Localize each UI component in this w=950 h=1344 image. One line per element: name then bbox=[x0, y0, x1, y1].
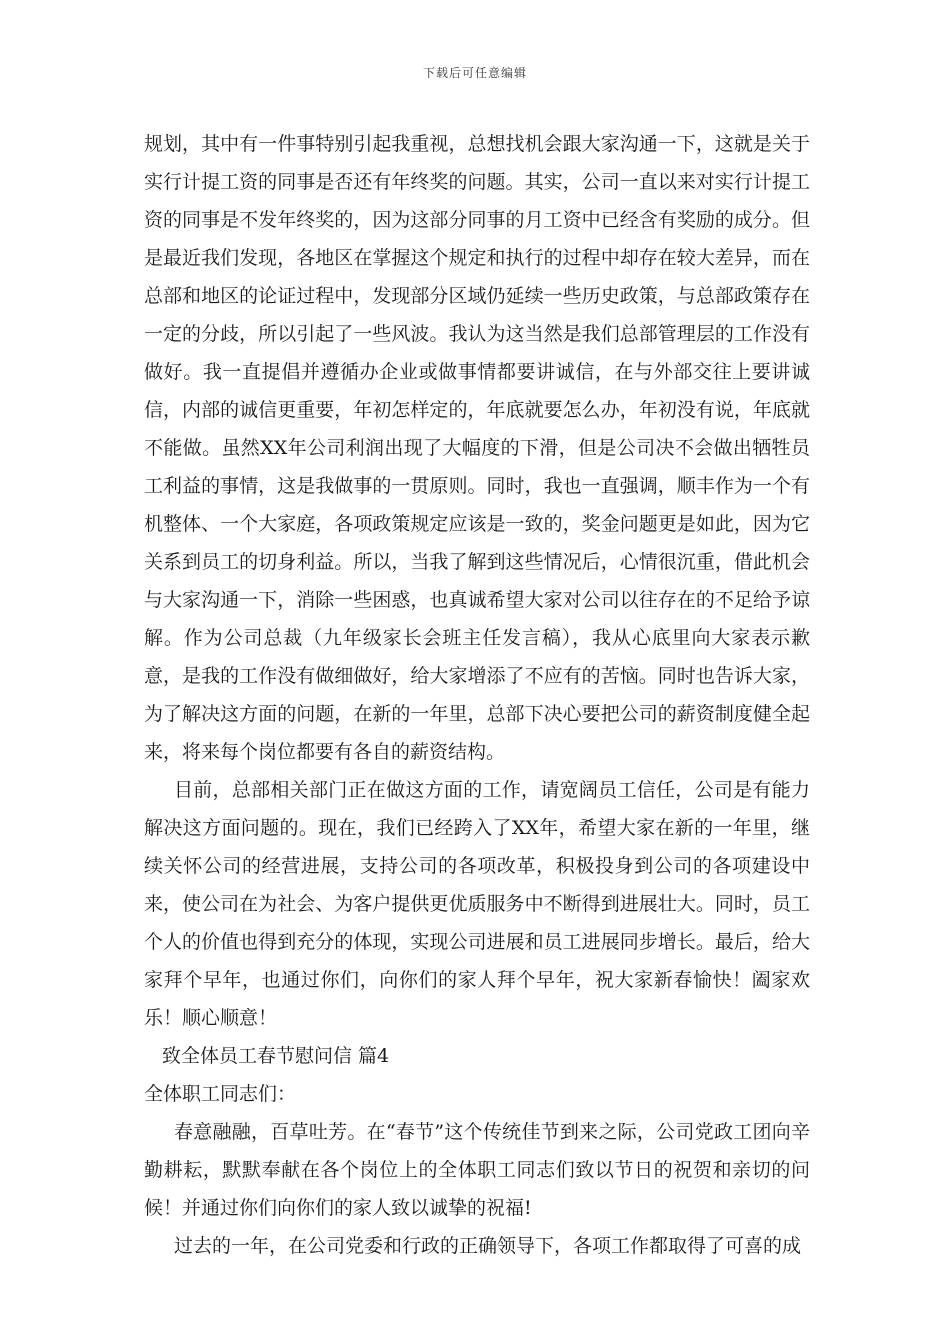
paragraph-review: 过去的一年，在公司党委和行政的正确领导下，各项工作都取得了可喜的成 bbox=[174, 1235, 802, 1257]
salutation: 全体职工同志们： bbox=[144, 1083, 297, 1105]
section-heading: 致全体员工春节慰问信 篇4 bbox=[162, 1045, 390, 1067]
paragraph-greeting: 春意融融，百草吐芳。在“春节”这个传统佳节到来之际，公司党政工团向辛勤耕耘，默默奉献在各个岗位上的全体职工同志们致以节日的祝贺和亲切的问候！并通过你们向你们的家人致以诚挚的祝福! bbox=[144, 1121, 810, 1219]
document-body bbox=[144, 125, 810, 1265]
paragraph-bonus-issue: 规划，其中有一件事特别引起我重视，总想找机会跟大家沟通一下，这就是关于实行计提工资的同事是否还有年终奖的问题。其实，公司一直以来对实行计提工资的同事是不发年终奖的，因为这部分同事的月工资中已经含有奖励的成分。但是最近我们发现，各地区在掌握这个规定和执行的过程中却存在较大差异，而在总部和地区的论证过程中，发现部分区域仍延续一些历史政策，与总部政策存在一定的分歧，所以引起了一些风波。我认为这当然是我们总部管理层的工作没有做好。我一直提倡并遵循办企业或做事情都要讲诚信，在与外部交往上要讲诚信，内部的诚信更重要，年初怎样定的，年底就要怎么办，年初没有说，年底就不能做。虽然XX年公司利润出现了大幅度的下滑，但是公司决不会做出牺牲员工利益的事情，这是我做事的一贯原则。同时，我也一直强调，顺丰作为一个有机整体、一个大家庭，各项政策规定应该是一致的，奖金问题更是如此，因为它关系到员工的切身利益。所以，当我了解到这些情况后，心情很沉重，借此机会与大家沟通一下，消除一些困惑，也真诚希望大家对公司以往存在的不足给予谅解。作为公司总裁（九年级家长会班主任发言稿），我从心底里向大家表示歉意，是我的工作没有做细做好，给大家增添了不应有的苦恼。同时也告诉大家，为了解决这方面的问题，在新的一年里，总部下决心要把公司的薪资制度健全起来，将来每个岗位都要有各自的薪资结构。 bbox=[144, 133, 810, 763]
page-header: 下载后可任意编辑 bbox=[422, 66, 527, 80]
paragraph-new-year-outlook: 目前，总部相关部门正在做这方面的工作，请宽阔员工信任，公司是有能力解决这方面问题的。现在，我们已经跨入了XX年，希望大家在新的一年里，继续关怀公司的经营进展，支持公司的各项改革，积极投身到公司的各项建设中来，使公司在为社会、为客户提供更优质服务中不断得到进展壮大。同时，员工个人的价值也得到充分的体现，实现公司进展和员工进展同步增长。最后，给大家拜个早年，也通过你们，向你们的家人拜个早年，祝大家新春愉快！阖家欢乐！顺心顺意！ bbox=[144, 779, 810, 1029]
